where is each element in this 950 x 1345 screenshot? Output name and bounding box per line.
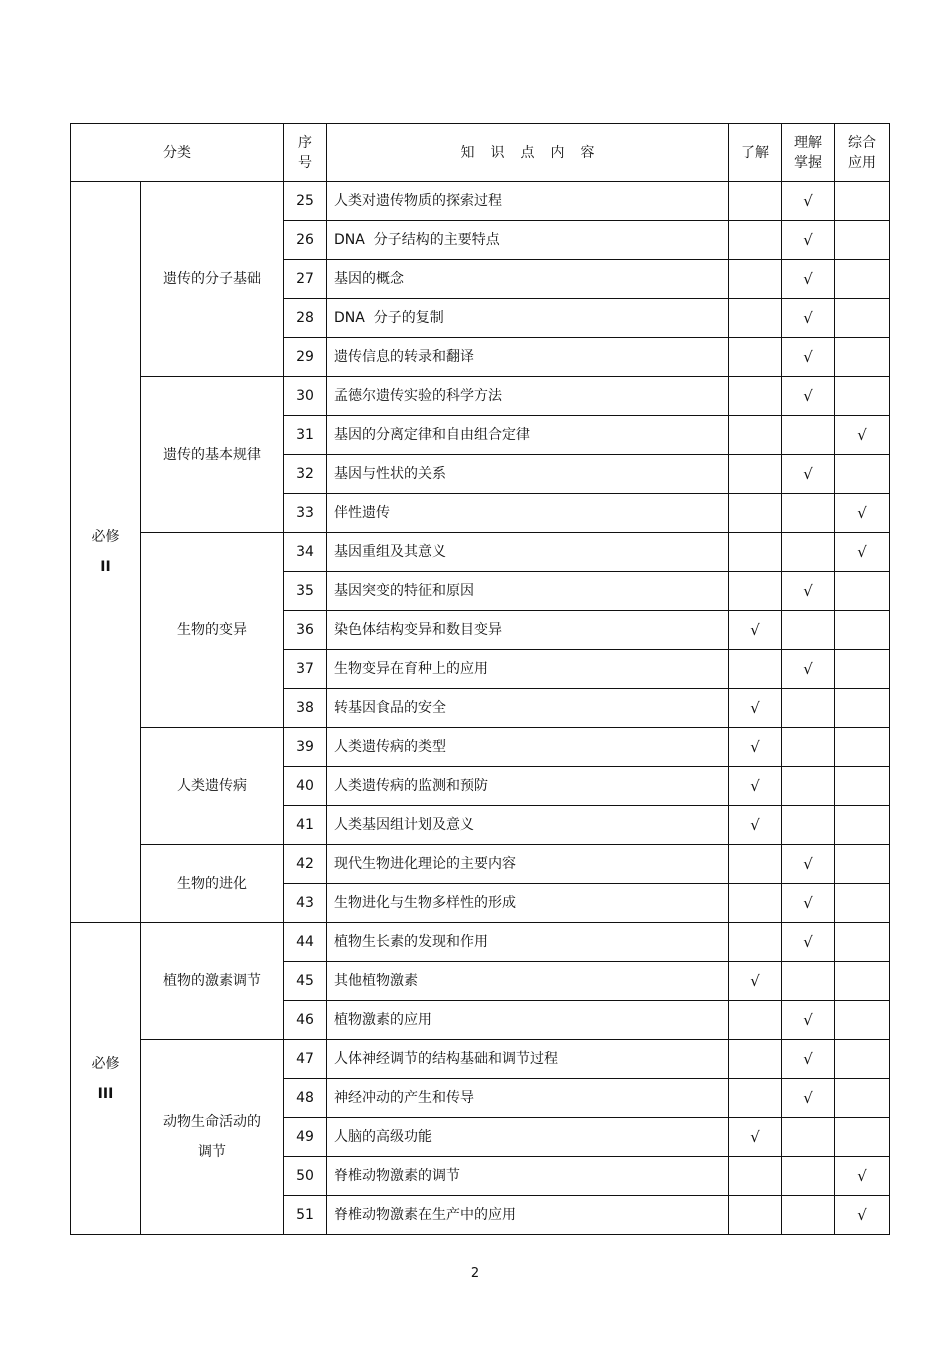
level1-cell xyxy=(729,962,782,1001)
row-number: 29 xyxy=(284,338,327,377)
check-mark: √ xyxy=(750,815,760,834)
header-seq-line1: 序 xyxy=(298,134,312,151)
level1-cell xyxy=(729,806,782,845)
table-row xyxy=(71,1040,890,1079)
table-row xyxy=(71,533,890,572)
level1-cell xyxy=(729,845,782,884)
row-content: 人体神经调节的结构基础和调节过程 xyxy=(327,1040,729,1079)
level3-cell xyxy=(835,923,890,962)
check-mark: √ xyxy=(803,1088,813,1107)
check-mark: √ xyxy=(803,659,813,678)
table-row xyxy=(71,923,890,962)
group-roman-numeral: II xyxy=(100,559,111,575)
level2-cell xyxy=(782,299,835,338)
level2-cell xyxy=(782,494,835,533)
level1-cell xyxy=(729,1001,782,1040)
level2-cell xyxy=(782,611,835,650)
level3-cell xyxy=(835,1118,890,1157)
row-content: 人类遗传病的类型 xyxy=(327,728,729,767)
level3-cell xyxy=(835,1079,890,1118)
group-roman-numeral: III xyxy=(97,1085,114,1102)
row-content: 脊椎动物激素的调节 xyxy=(327,1157,729,1196)
row-number: 51 xyxy=(284,1196,327,1235)
subgroup-cell xyxy=(141,377,284,533)
row-content: 遗传信息的转录和翻译 xyxy=(327,338,729,377)
level2-cell xyxy=(782,182,835,221)
level2-cell xyxy=(782,260,835,299)
row-number: 40 xyxy=(284,767,327,806)
level3-cell xyxy=(835,689,890,728)
row-content: 植物激素的应用 xyxy=(327,1001,729,1040)
row-content: 生物变异在育种上的应用 xyxy=(327,650,729,689)
subgroup-label: 遗传的分子基础 xyxy=(163,271,261,287)
level1-cell xyxy=(729,611,782,650)
check-mark: √ xyxy=(857,542,867,561)
subgroup-cell xyxy=(141,1040,284,1235)
row-number: 33 xyxy=(284,494,327,533)
level2-cell xyxy=(782,221,835,260)
check-mark: √ xyxy=(750,776,760,795)
level1-cell xyxy=(729,572,782,611)
level2-cell xyxy=(782,806,835,845)
check-mark: √ xyxy=(803,269,813,288)
knowledge-table xyxy=(70,123,890,1235)
level2-cell xyxy=(782,533,835,572)
row-content: 孟德尔遗传实验的科学方法 xyxy=(327,377,729,416)
level1-cell xyxy=(729,1118,782,1157)
group-cell xyxy=(71,923,141,1235)
level3-cell xyxy=(835,1196,890,1235)
row-number: 46 xyxy=(284,1001,327,1040)
row-content: 基因的概念 xyxy=(327,260,729,299)
check-mark: √ xyxy=(803,1049,813,1068)
level2-cell xyxy=(782,845,835,884)
check-mark: √ xyxy=(803,347,813,366)
level1-cell xyxy=(729,650,782,689)
check-mark: √ xyxy=(857,503,867,522)
row-number: 45 xyxy=(284,962,327,1001)
level3-cell xyxy=(835,494,890,533)
level1-cell xyxy=(729,767,782,806)
level2-cell xyxy=(782,1040,835,1079)
table-row xyxy=(71,845,890,884)
level1-cell xyxy=(729,1196,782,1235)
row-content: 脊椎动物激素在生产中的应用 xyxy=(327,1196,729,1235)
level3-cell xyxy=(835,650,890,689)
row-content: 人类遗传病的监测和预防 xyxy=(327,767,729,806)
level2-cell xyxy=(782,1001,835,1040)
row-number: 25 xyxy=(284,182,327,221)
level3-cell xyxy=(835,455,890,494)
subgroup-label: 遗传的基本规律 xyxy=(163,446,261,463)
check-mark: √ xyxy=(803,1010,813,1029)
level1-cell xyxy=(729,377,782,416)
check-mark: √ xyxy=(857,425,867,444)
row-number: 42 xyxy=(284,845,327,884)
level3-cell xyxy=(835,182,890,221)
subgroup-cell xyxy=(141,845,284,923)
row-number: 34 xyxy=(284,533,327,572)
row-content: 基因重组及其意义 xyxy=(327,533,729,572)
level1-cell xyxy=(729,884,782,923)
level2-cell xyxy=(782,884,835,923)
level3-cell xyxy=(835,611,890,650)
check-mark: √ xyxy=(750,1127,760,1146)
check-mark: √ xyxy=(803,230,813,249)
level2-cell xyxy=(782,728,835,767)
row-number: 32 xyxy=(284,455,327,494)
subgroup-cell xyxy=(141,728,284,845)
level3-cell xyxy=(835,1157,890,1196)
level3-cell xyxy=(835,572,890,611)
subgroup-label: 人类遗传病 xyxy=(177,778,247,794)
row-content: 基因与性状的关系 xyxy=(327,455,729,494)
row-content: 植物生长素的发现和作用 xyxy=(327,923,729,962)
row-number: 26 xyxy=(284,221,327,260)
subgroup-cell xyxy=(141,923,284,1040)
check-mark: √ xyxy=(750,971,760,990)
subgroup-cell xyxy=(141,533,284,728)
level1-cell xyxy=(729,416,782,455)
level2-cell xyxy=(782,377,835,416)
check-mark: √ xyxy=(750,620,760,639)
level3-cell xyxy=(835,377,890,416)
header-content xyxy=(327,124,729,182)
level1-cell xyxy=(729,728,782,767)
header-level3-line1: 综合 xyxy=(848,134,876,151)
table-row xyxy=(71,182,890,221)
level2-cell xyxy=(782,767,835,806)
group-label: 必修 xyxy=(91,1055,120,1072)
subgroup-label-line1: 动物生命活动的 xyxy=(163,1114,261,1130)
row-number: 50 xyxy=(284,1157,327,1196)
level1-cell xyxy=(729,338,782,377)
header-level2 xyxy=(782,124,835,182)
row-content: 伴性遗传 xyxy=(327,494,729,533)
level2-cell xyxy=(782,338,835,377)
check-mark: √ xyxy=(803,191,813,210)
row-content: 基因的分离定律和自由组合定律 xyxy=(327,416,729,455)
level3-cell xyxy=(835,533,890,572)
row-number: 27 xyxy=(284,260,327,299)
row-content: 人类基因组计划及意义 xyxy=(327,806,729,845)
level2-cell xyxy=(782,1157,835,1196)
row-number: 28 xyxy=(284,299,327,338)
row-content: 神经冲动的产生和传导 xyxy=(327,1079,729,1118)
level2-cell xyxy=(782,923,835,962)
row-content: 基因突变的特征和原因 xyxy=(327,572,729,611)
level1-cell xyxy=(729,923,782,962)
group-cell xyxy=(71,182,141,923)
row-number: 31 xyxy=(284,416,327,455)
row-number: 44 xyxy=(284,923,327,962)
level3-cell xyxy=(835,962,890,1001)
check-mark: √ xyxy=(803,854,813,873)
header-level3 xyxy=(835,124,890,182)
subgroup-label: 生物的进化 xyxy=(177,875,247,892)
level2-cell xyxy=(782,1118,835,1157)
check-mark: √ xyxy=(803,893,813,912)
row-content: 人类对遗传物质的探索过程 xyxy=(327,182,729,221)
header-seq xyxy=(284,124,327,182)
level1-cell xyxy=(729,182,782,221)
level2-cell xyxy=(782,572,835,611)
level3-cell xyxy=(835,1001,890,1040)
level2-cell xyxy=(782,416,835,455)
row-number: 43 xyxy=(284,884,327,923)
row-number: 48 xyxy=(284,1079,327,1118)
table-row xyxy=(71,377,890,416)
row-content: DNA 分子的复制 xyxy=(327,299,729,338)
check-mark: √ xyxy=(803,581,813,600)
level2-cell xyxy=(782,455,835,494)
row-number: 39 xyxy=(284,728,327,767)
subgroup-label: 生物的变异 xyxy=(177,622,247,638)
level3-cell xyxy=(835,221,890,260)
row-content: 生物进化与生物多样性的形成 xyxy=(327,884,729,923)
check-mark: √ xyxy=(803,464,813,483)
header-level1: 了解 xyxy=(729,124,782,182)
row-content: 其他植物激素 xyxy=(327,962,729,1001)
header-category: 分类 xyxy=(71,124,284,182)
level3-cell xyxy=(835,767,890,806)
level1-cell xyxy=(729,260,782,299)
row-content: 人脑的高级功能 xyxy=(327,1118,729,1157)
level1-cell xyxy=(729,533,782,572)
check-mark: √ xyxy=(803,932,813,951)
level3-cell xyxy=(835,728,890,767)
check-mark: √ xyxy=(803,386,813,405)
row-number: 47 xyxy=(284,1040,327,1079)
level3-cell xyxy=(835,884,890,923)
level1-cell xyxy=(729,299,782,338)
level2-cell xyxy=(782,650,835,689)
level3-cell xyxy=(835,845,890,884)
level3-cell xyxy=(835,260,890,299)
level1-cell xyxy=(729,1079,782,1118)
level2-cell xyxy=(782,962,835,1001)
check-mark: √ xyxy=(857,1205,867,1224)
level2-cell xyxy=(782,689,835,728)
header-level2-line2: 掌握 xyxy=(794,154,822,171)
check-mark: √ xyxy=(857,1166,867,1185)
row-number: 38 xyxy=(284,689,327,728)
level3-cell xyxy=(835,416,890,455)
check-mark: √ xyxy=(750,698,760,717)
level3-cell xyxy=(835,338,890,377)
row-number: 41 xyxy=(284,806,327,845)
level2-cell xyxy=(782,1079,835,1118)
level3-cell xyxy=(835,299,890,338)
level2-cell xyxy=(782,1196,835,1235)
level1-cell xyxy=(729,221,782,260)
group-label: 必修 xyxy=(91,529,120,545)
level1-cell xyxy=(729,689,782,728)
subgroup-cell xyxy=(141,182,284,377)
level3-cell xyxy=(835,806,890,845)
level1-cell xyxy=(729,1040,782,1079)
subgroup-label-line2: 调节 xyxy=(198,1144,226,1160)
check-mark: √ xyxy=(803,308,813,327)
row-content: 现代生物进化理论的主要内容 xyxy=(327,845,729,884)
header-seq-line2: 号 xyxy=(298,154,312,171)
level1-cell xyxy=(729,455,782,494)
header-level3-line2: 应用 xyxy=(848,154,876,171)
row-content: 转基因食品的安全 xyxy=(327,689,729,728)
level3-cell xyxy=(835,1040,890,1079)
page-number: 2 xyxy=(470,1266,480,1281)
row-content: DNA 分子结构的主要特点 xyxy=(327,221,729,260)
table-row xyxy=(71,728,890,767)
row-number: 35 xyxy=(284,572,327,611)
level1-cell xyxy=(729,494,782,533)
subgroup-label: 植物的激素调节 xyxy=(163,973,261,989)
row-content: 染色体结构变异和数目变异 xyxy=(327,611,729,650)
row-number: 37 xyxy=(284,650,327,689)
row-number: 49 xyxy=(284,1118,327,1157)
row-number: 36 xyxy=(284,611,327,650)
header-row xyxy=(71,124,890,182)
header-content-label: 知识点内容 xyxy=(460,144,611,161)
header-level2-line1: 理解 xyxy=(794,134,822,151)
level1-cell xyxy=(729,1157,782,1196)
row-number: 30 xyxy=(284,377,327,416)
check-mark: √ xyxy=(750,737,760,756)
